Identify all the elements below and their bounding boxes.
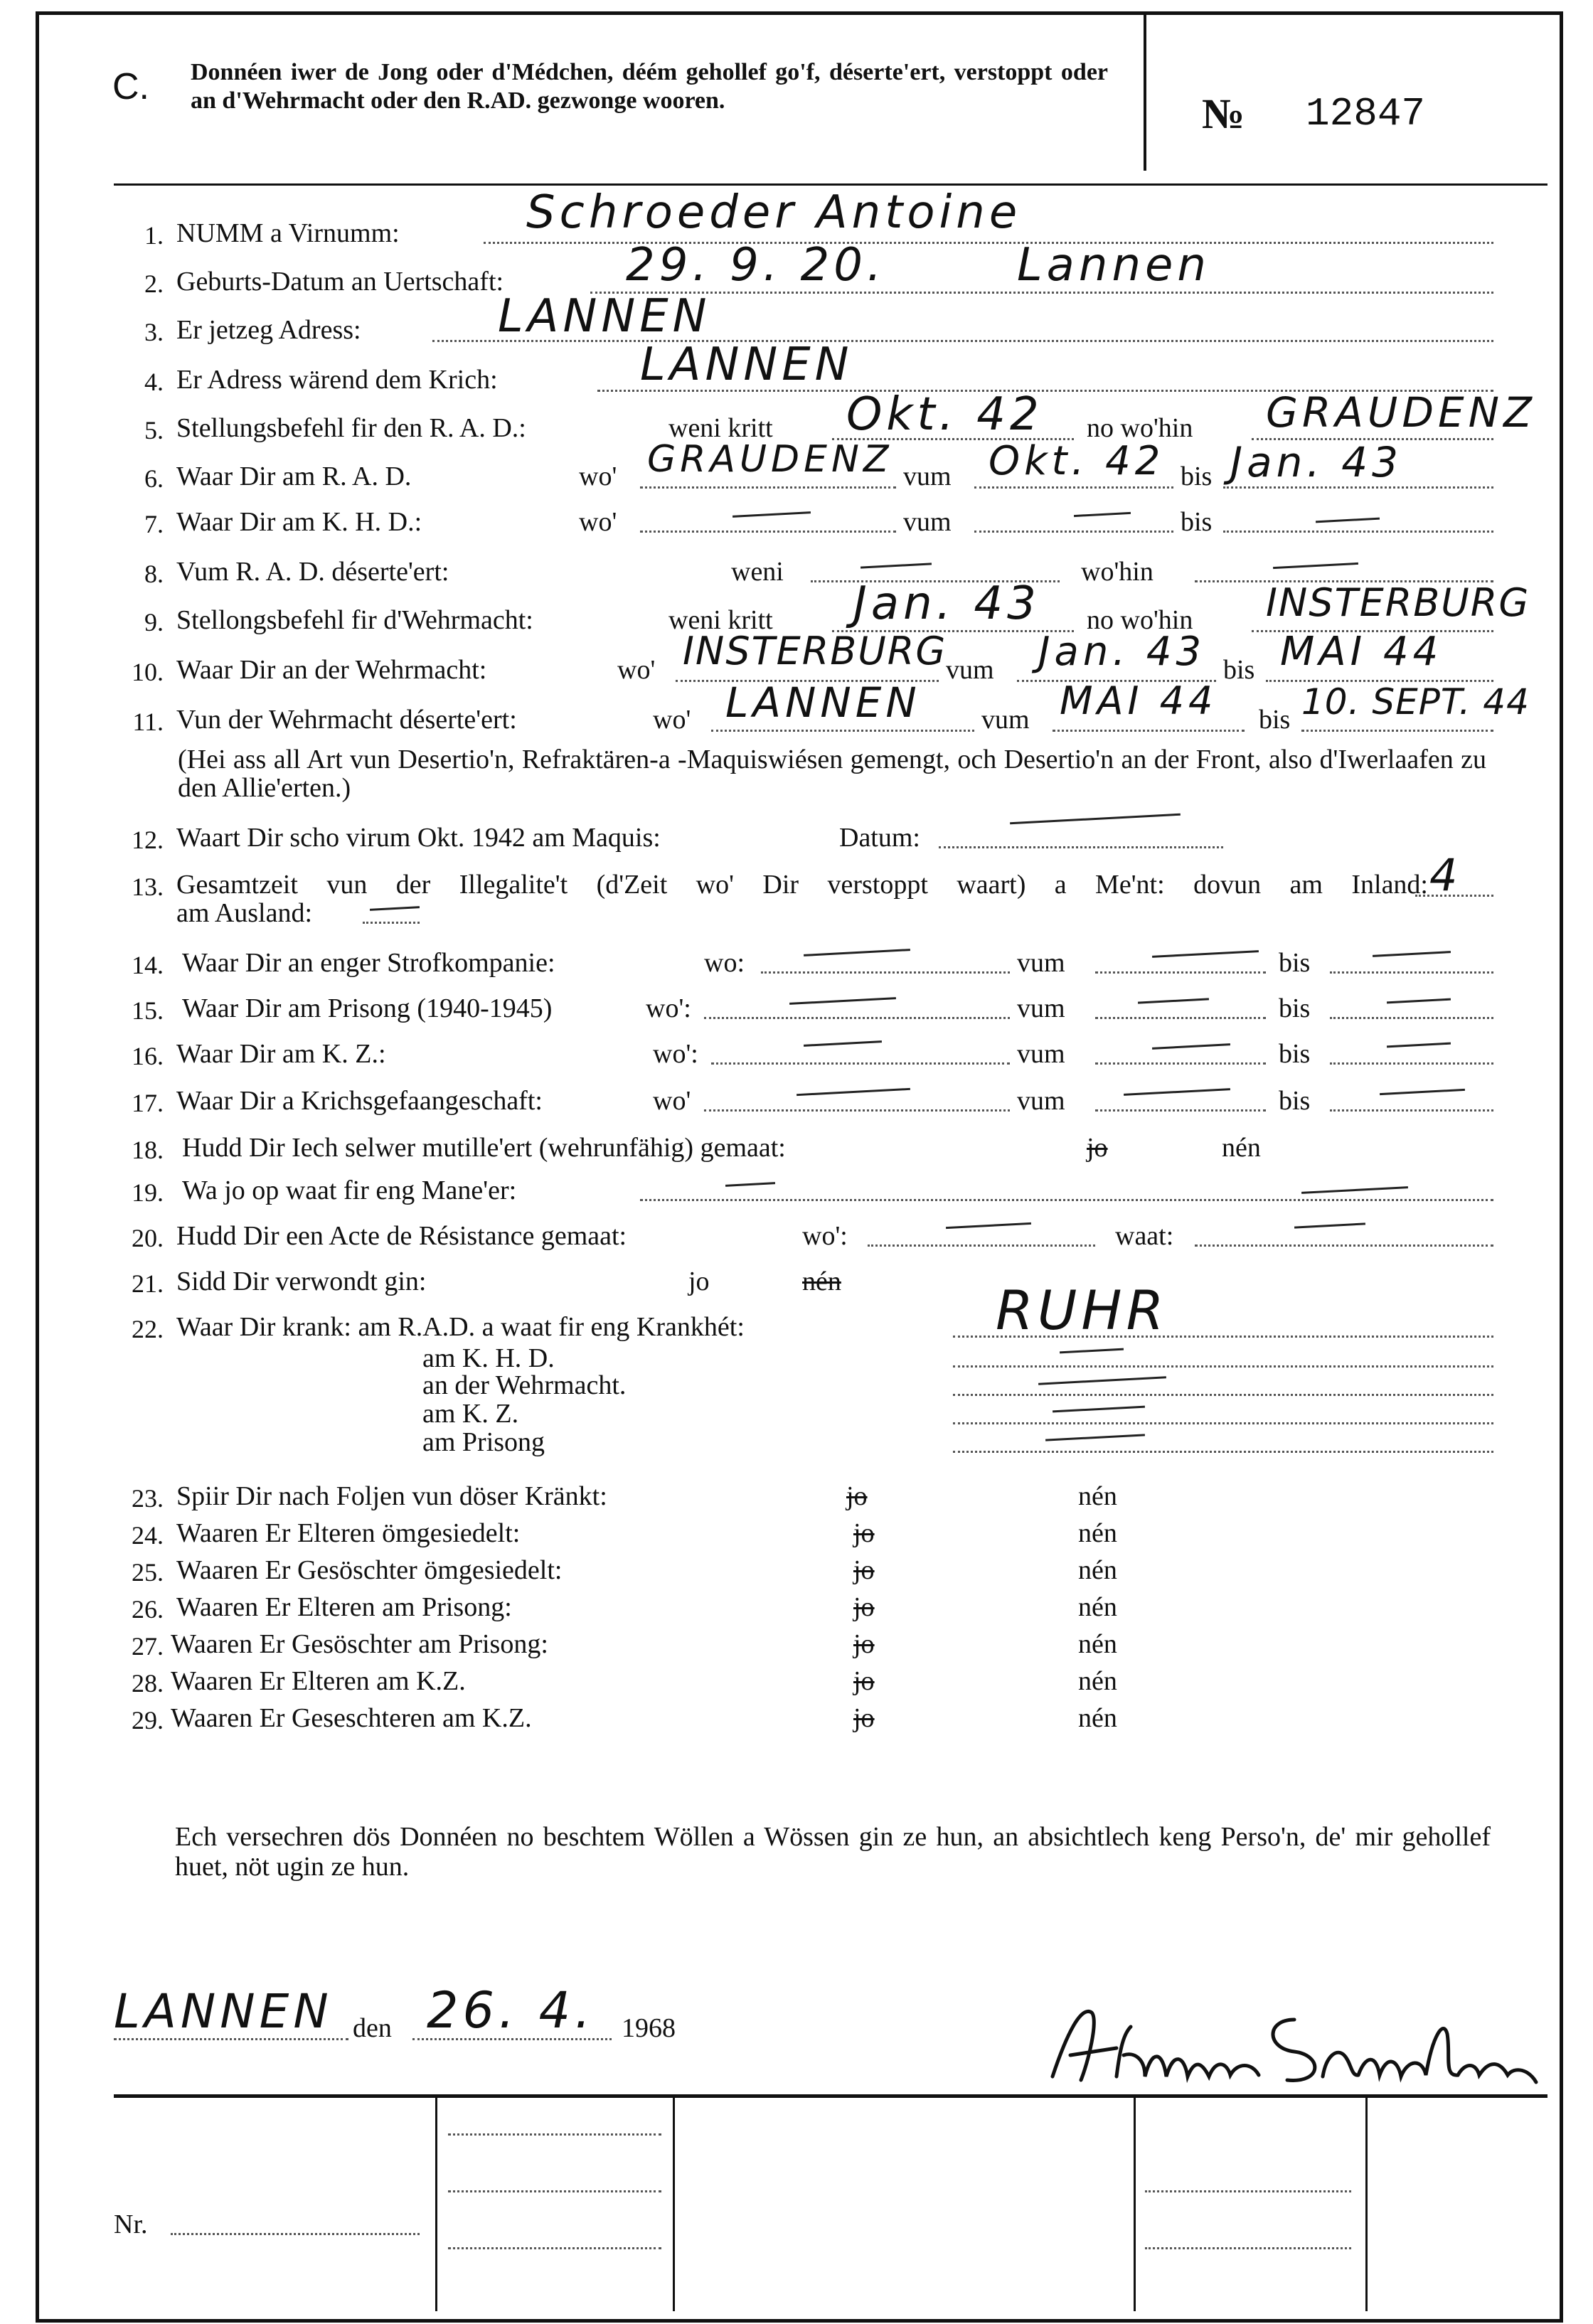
item-label: Waar Dir am R. A. D. xyxy=(176,462,412,491)
datum-label: Datum: xyxy=(839,823,920,853)
item-label: NUMM a Virnumm: xyxy=(176,218,400,248)
yes-option-struck: jo xyxy=(853,1666,875,1696)
item-label: Stellongsbefehl fir d'Wehrmacht: xyxy=(176,605,533,635)
fill-line xyxy=(1145,2247,1351,2249)
item-number: 21. xyxy=(132,1269,164,1298)
declaration-text: Ech versechren dös Donnéen no beschtem Wöllen a Wössen gin ze hun, an absichtlech keng Perso'n, de' mir gehollef huet, nöt ugin ze hun. xyxy=(175,1822,1491,1882)
fill-line xyxy=(1301,730,1493,732)
vum-label: vum xyxy=(903,462,952,491)
fill-line xyxy=(704,1109,1010,1112)
illness-value: RUHR xyxy=(996,1279,1168,1342)
no-option: nén xyxy=(1222,1133,1261,1163)
fill-line xyxy=(1095,1017,1266,1019)
fill-line xyxy=(448,2190,661,2192)
item-number: 28. xyxy=(132,1669,164,1697)
fill-line xyxy=(1223,531,1493,533)
rad-place: GRAUDENZ xyxy=(647,438,893,481)
item-number: 7. xyxy=(144,510,164,538)
fill-line xyxy=(711,1062,1010,1065)
item-number: 12. xyxy=(132,826,164,854)
item-label: Waart Dir scho virum Okt. 1942 am Maquis: xyxy=(176,823,661,853)
item-number: 14. xyxy=(132,951,164,979)
item-label: Sidd Dir verwondt gin: xyxy=(176,1267,427,1296)
bis-label: bis xyxy=(1279,1086,1311,1116)
fill-line xyxy=(1195,1244,1493,1247)
fill-line xyxy=(974,486,1173,489)
wohin-label: wo'hin xyxy=(1081,557,1154,587)
yes-option: jo xyxy=(688,1267,710,1296)
no-option: nén xyxy=(1078,1555,1117,1585)
fill-line xyxy=(953,1365,1493,1368)
item-number: 9. xyxy=(144,608,164,636)
rad-order-place: GRAUDENZ xyxy=(1266,388,1536,437)
fill-line xyxy=(640,486,896,489)
illness-sub-label: am K. H. D. xyxy=(422,1343,555,1373)
item-label: Er Adress wärend dem Krich: xyxy=(176,365,498,395)
item-label: Waaren Er Elteren ömgesiedelt: xyxy=(176,1518,521,1548)
item-label: Waaren Er Elteren am K.Z. xyxy=(171,1666,466,1696)
wehrmacht-until: MAI 44 xyxy=(1280,629,1443,675)
yes-option-struck: jo xyxy=(853,1629,875,1659)
no-option: nén xyxy=(1078,1666,1117,1696)
item-number: 4. xyxy=(144,368,164,396)
vum-label: vum xyxy=(903,507,952,537)
item-number: 22. xyxy=(132,1315,164,1343)
fill-line xyxy=(1095,1109,1266,1112)
item-label: Waaren Er Gesöschter am Prisong: xyxy=(171,1629,548,1659)
yes-option-struck: jo xyxy=(846,1481,868,1511)
item-number: 13. xyxy=(132,873,164,901)
fill-line xyxy=(1223,486,1493,489)
wo-label: wo': xyxy=(653,1039,698,1069)
vum-label: vum xyxy=(1017,948,1065,978)
where-label: no wo'hin xyxy=(1087,605,1193,635)
desertion-place: LANNEN xyxy=(725,678,921,727)
signing-date: 26. 4. xyxy=(427,1981,595,2040)
rad-order-date: Okt. 42 xyxy=(846,388,1043,441)
item-label: Waar Dir an enger Strofkompanie: xyxy=(182,948,555,978)
desertion-from: MAI 44 xyxy=(1060,678,1218,723)
no-option: nén xyxy=(1078,1703,1117,1733)
item-label: Waar Dir am K. Z.: xyxy=(176,1039,386,1069)
fill-line xyxy=(711,730,974,732)
war-address-value: LANNEN xyxy=(640,339,853,391)
item-label: Waar Dir am K. H. D.: xyxy=(176,507,422,537)
bis-label: bis xyxy=(1279,1039,1311,1069)
wehrmacht-order-date: Jan. 43 xyxy=(853,577,1040,630)
nr-label: Nr. xyxy=(114,2210,148,2239)
inland-months: 4 xyxy=(1429,849,1462,901)
wehrmacht-from: Jan. 43 xyxy=(1038,629,1206,675)
item-number: 1. xyxy=(144,221,164,250)
fill-line xyxy=(448,2247,661,2249)
item-label: Hudd Dir een Acte de Résistance gemaat: xyxy=(176,1221,627,1251)
rad-from: Okt. 42 xyxy=(989,438,1165,484)
item-number: 17. xyxy=(132,1089,164,1117)
fill-line xyxy=(1053,730,1245,732)
item-number: 18. xyxy=(132,1136,164,1164)
wo-label: wo' xyxy=(653,1086,691,1116)
no-option: nén xyxy=(1078,1518,1117,1548)
item-label: Vum R. A. D. déserte'ert: xyxy=(176,557,449,587)
fill-line xyxy=(640,1199,1493,1201)
form-title: Donnéen iwer de Jong oder d'Médchen, déém gehollef go'f, déserte'ert, verstoppt oder an d'Wehrmacht oder den R.AD. gezwonge wooren. xyxy=(191,59,1108,114)
vum-label: vum xyxy=(981,705,1030,735)
wo-label: wo' xyxy=(617,655,656,685)
yes-option-struck: jo xyxy=(1087,1133,1108,1163)
item-number: 6. xyxy=(144,464,164,493)
illness-sub-label: an der Wehrmacht. xyxy=(422,1370,627,1400)
fill-line xyxy=(1145,2190,1351,2192)
fill-line xyxy=(704,1017,1010,1019)
fill-line xyxy=(761,971,1010,974)
item-number: 3. xyxy=(144,318,164,346)
item-number: 25. xyxy=(132,1558,164,1587)
item-number: 20. xyxy=(132,1224,164,1252)
number-sign: № xyxy=(1202,90,1245,137)
no-option: nén xyxy=(1078,1629,1117,1659)
item-label: Geburts-Datum an Uertschaft: xyxy=(176,267,504,297)
fill-line xyxy=(939,846,1223,848)
signing-year: 1968 xyxy=(622,2013,676,2043)
yes-option-struck: jo xyxy=(853,1592,875,1622)
item-number: 29. xyxy=(132,1706,164,1734)
item-number: 19. xyxy=(132,1178,164,1207)
ausland-label: am Ausland: xyxy=(176,898,313,928)
fill-line xyxy=(974,531,1173,533)
when-label: weni kritt xyxy=(668,413,773,443)
yes-option-struck: jo xyxy=(853,1703,875,1733)
fill-line xyxy=(640,531,896,533)
item-label: Vun der Wehrmacht déserte'ert: xyxy=(176,705,517,735)
current-address-value: LANNEN xyxy=(498,290,711,343)
where-label: no wo'hin xyxy=(1087,413,1193,443)
illness-sub-label: am Prisong xyxy=(422,1427,545,1457)
item-label: Wa jo op waat fir eng Mane'er: xyxy=(182,1176,517,1205)
no-option: nén xyxy=(1078,1592,1117,1622)
birth-place-value: Lannen xyxy=(1017,239,1210,292)
item-number: 10. xyxy=(132,658,164,686)
wo-label: wo: xyxy=(704,948,745,978)
item-number: 8. xyxy=(144,560,164,588)
fill-line xyxy=(1330,1062,1493,1065)
vum-label: vum xyxy=(1017,993,1065,1023)
bis-label: bis xyxy=(1223,655,1255,685)
table-divider xyxy=(673,2098,675,2311)
form-number: 12847 xyxy=(1306,91,1426,137)
bis-label: bis xyxy=(1181,462,1213,491)
item-number: 11. xyxy=(132,708,164,736)
item-number: 24. xyxy=(132,1521,164,1550)
fill-line xyxy=(1330,971,1493,974)
desertion-note: (Hei ass all Art vun Desertio'n, Refraktären-a -Maquiswiésen gemengt, och Desertio'n an der Front, also d'Iwerlaafen zu den Allie'erten.) xyxy=(178,745,1486,803)
nr-field[interactable] xyxy=(171,2233,420,2235)
fill-line xyxy=(953,1422,1493,1424)
item-number: 2. xyxy=(144,270,164,298)
when-label: weni kritt xyxy=(668,605,773,635)
wo-label: wo': xyxy=(802,1221,848,1251)
item-label: Waaren Er Gesöschter ömgesiedelt: xyxy=(176,1555,563,1585)
table-divider xyxy=(1365,2098,1368,2311)
item-label: Waar Dir krank: am R.A.D. a waat fir eng Krankhét: xyxy=(176,1312,745,1342)
fill-line xyxy=(412,2038,612,2040)
name-value: Schroeder Antoine xyxy=(526,186,1022,239)
birth-date-value: 29. 9. 20. xyxy=(626,239,886,292)
fill-line xyxy=(363,922,420,924)
office-table xyxy=(114,2094,1547,2303)
header-divider xyxy=(1144,14,1146,171)
item-number: 26. xyxy=(132,1595,164,1624)
item-label: Spiir Dir nach Foljen vun döser Kränkt: xyxy=(176,1481,607,1511)
fill-line xyxy=(590,292,1493,294)
fill-line xyxy=(1415,895,1493,897)
fill-line xyxy=(953,1451,1493,1453)
no-option-struck: nén xyxy=(802,1267,841,1296)
item-label: Waar Dir am Prisong (1940-1945) xyxy=(182,993,553,1023)
yes-option-struck: jo xyxy=(853,1518,875,1548)
fill-line xyxy=(1095,1062,1266,1065)
bis-label: bis xyxy=(1279,948,1311,978)
wehrmacht-place: INSTERBURG xyxy=(683,629,947,673)
bis-label: bis xyxy=(1279,993,1311,1023)
item-label: Er jetzeg Adress: xyxy=(176,315,361,345)
yes-option-struck: jo xyxy=(853,1555,875,1585)
illness-sub-label: am K. Z. xyxy=(422,1399,519,1429)
waat-label: waat: xyxy=(1115,1221,1174,1251)
vum-label: vum xyxy=(946,655,994,685)
fill-line xyxy=(448,2133,661,2136)
vum-label: vum xyxy=(1017,1039,1065,1069)
wehrmacht-order-place: INSTERBURG xyxy=(1266,580,1530,625)
item-number: 15. xyxy=(132,996,164,1025)
signature xyxy=(1038,1991,1550,2098)
den-label: den xyxy=(353,2013,392,2043)
table-divider xyxy=(435,2098,437,2311)
fill-line xyxy=(1330,1109,1493,1112)
item-label: Stellungsbefehl fir den R. A. D.: xyxy=(176,413,526,443)
signing-place: LANNEN xyxy=(114,1984,333,2039)
fill-line xyxy=(1330,1017,1493,1019)
item-label: Waaren Er Elteren am Prisong: xyxy=(176,1592,512,1622)
bis-label: bis xyxy=(1181,507,1213,537)
fill-line xyxy=(1095,971,1266,974)
weni-label: weni xyxy=(731,557,784,587)
fill-line xyxy=(868,1244,1095,1247)
item-number: 23. xyxy=(132,1484,164,1513)
wo-label: wo': xyxy=(646,993,691,1023)
item-number: 16. xyxy=(132,1042,164,1070)
item-number: 27. xyxy=(132,1632,164,1661)
rad-until: Jan. 43 xyxy=(1230,438,1403,486)
fill-line xyxy=(953,1394,1493,1396)
header-rule xyxy=(114,183,1547,186)
no-option: nén xyxy=(1078,1481,1117,1511)
item-label: Waaren Er Geseschteren am K.Z. xyxy=(171,1703,532,1733)
wo-label: wo' xyxy=(579,507,617,537)
vum-label: vum xyxy=(1017,1086,1065,1116)
item-label: Gesamtzeit vun der Illegalite't (d'Zeit wo' Dir verstoppt waart) a Me'nt: dovun am Inland: xyxy=(176,870,1428,900)
item-label: Hudd Dir Iech selwer mutille'ert (wehrunfähig) gemaat: xyxy=(182,1133,786,1163)
item-label: Waar Dir an der Wehrmacht: xyxy=(176,655,487,685)
item-label: Waar Dir a Krichsgefaangeschaft: xyxy=(176,1086,543,1116)
fill-line xyxy=(114,2038,348,2040)
desertion-until: 10. SEPT. 44 xyxy=(1301,681,1530,723)
bis-label: bis xyxy=(1259,705,1291,735)
table-divider xyxy=(1134,2098,1136,2311)
section-letter: C. xyxy=(112,66,149,107)
item-number: 5. xyxy=(144,416,164,444)
wo-label: wo' xyxy=(653,705,691,735)
wo-label: wo' xyxy=(579,462,617,491)
